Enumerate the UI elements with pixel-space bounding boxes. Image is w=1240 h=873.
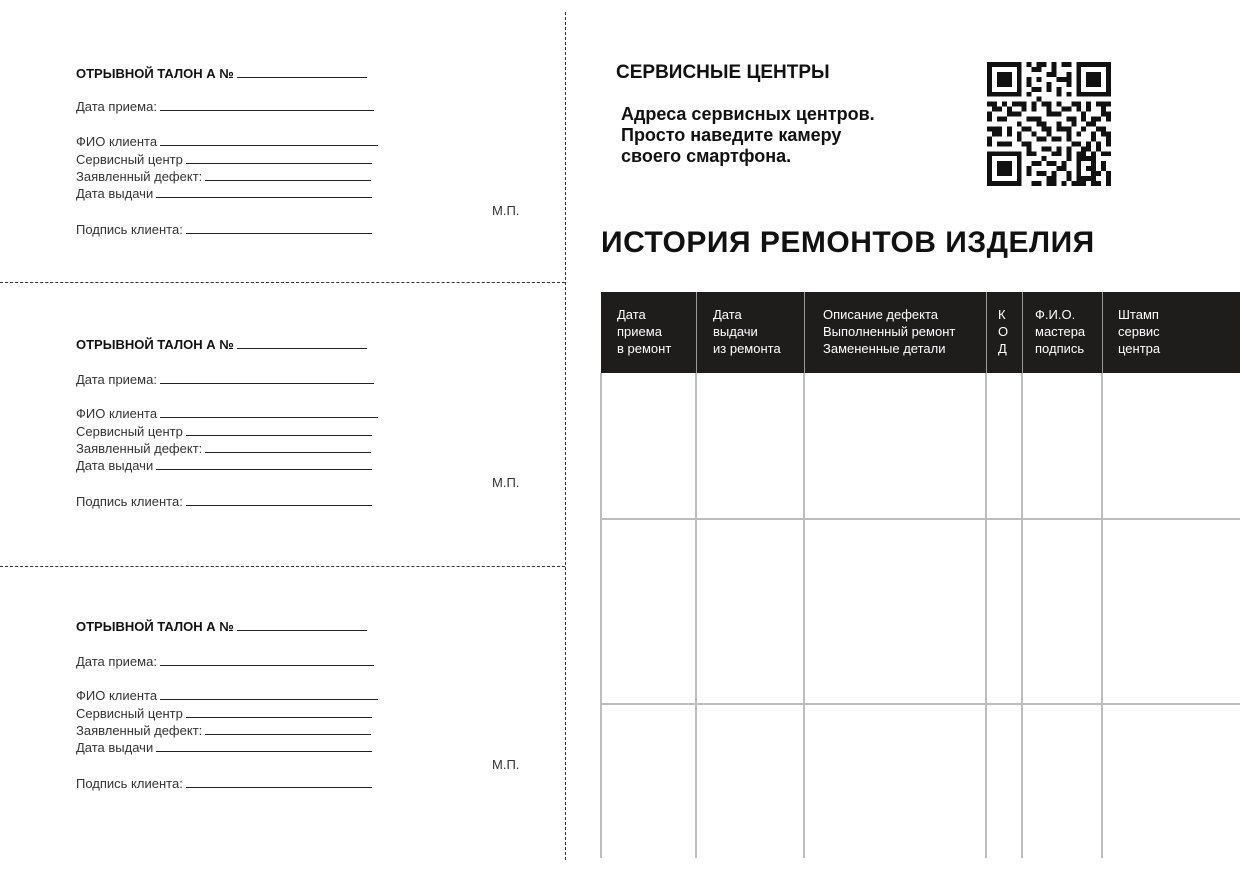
header-divider: [1022, 292, 1023, 373]
service-centers-description: Адреса сервисных центров. Просто наведите камеру своего смартфона.: [621, 104, 875, 166]
fill-line: [156, 457, 372, 470]
stamp-placeholder: М.П.: [492, 757, 520, 772]
stub-number-line: [237, 618, 367, 631]
defect-field: [76, 722, 371, 738]
tear-off-stub: [76, 336, 526, 536]
fill-line: [186, 775, 372, 788]
defect-field: [76, 168, 371, 184]
fill-line: [160, 687, 378, 700]
horizontal-cut-line: [0, 566, 565, 567]
stub-title-text: ОТРЫВНОЙ ТАЛОН А №: [76, 337, 234, 352]
date-issue-label: Дата выдачи: [76, 458, 154, 473]
fill-line: [205, 440, 371, 453]
header-divider: [696, 292, 697, 373]
stamp-placeholder: М.П.: [492, 203, 520, 218]
signature-field: [76, 221, 372, 237]
fill-line: [160, 653, 374, 666]
fill-line: [156, 739, 372, 752]
column-header-master: Ф.И.О. мастера подпись: [1035, 307, 1086, 356]
header-divider: [804, 292, 805, 373]
table-column-line: [803, 373, 805, 858]
signature-label: Подпись клиента:: [76, 776, 183, 791]
defect-label: Заявленный дефект:: [76, 723, 203, 738]
stamp-placeholder: М.П.: [492, 475, 520, 490]
date-accept-label: Дата приема:: [76, 372, 157, 387]
table-row-line: [601, 703, 1240, 705]
tear-off-stub: [76, 65, 526, 265]
date-issue-field: [76, 185, 372, 201]
date-issue-field: [76, 739, 372, 755]
date-issue-label: Дата выдачи: [76, 740, 154, 755]
signature-label: Подпись клиента:: [76, 494, 183, 509]
fill-line: [186, 705, 372, 718]
date-accept-field: [76, 653, 374, 669]
fill-line: [205, 168, 371, 181]
stub-title: [76, 336, 367, 352]
defect-label: Заявленный дефект:: [76, 169, 203, 184]
client-name-field: [76, 405, 378, 421]
fill-line: [160, 98, 374, 111]
signature-field: [76, 775, 372, 791]
service-center-field: [76, 705, 372, 721]
vertical-cut-line: [565, 12, 566, 860]
date-accept-field: [76, 98, 374, 114]
client-name-label: ФИО клиента: [76, 688, 158, 703]
fill-line: [160, 371, 374, 384]
column-header-date-issue: Дата выдачи из ремонта: [713, 307, 781, 356]
table-column-line: [985, 373, 987, 858]
defect-field: [76, 440, 371, 456]
service-center-label: Сервисный центр: [76, 152, 183, 167]
table-column-line: [1021, 373, 1023, 858]
horizontal-cut-line: [0, 282, 565, 283]
fill-line: [186, 423, 372, 436]
service-center-field: [76, 423, 372, 439]
column-header-date-accept: Дата приема в ремонт: [617, 307, 672, 356]
fill-line: [160, 405, 378, 418]
qr-code-icon[interactable]: [987, 62, 1111, 186]
stub-title: [76, 65, 367, 81]
column-header-description: Описание дефекта Выполненный ремонт Замененные детали: [823, 307, 956, 356]
client-name-field: [76, 133, 378, 149]
table-row-line: [601, 518, 1240, 520]
client-name-field: [76, 687, 378, 703]
defect-label: Заявленный дефект:: [76, 441, 203, 456]
stub-title: [76, 618, 367, 634]
repair-history-title: ИСТОРИЯ РЕМОНТОВ ИЗДЕЛИЯ: [601, 226, 1095, 259]
stub-number-line: [237, 336, 367, 349]
date-issue-label: Дата выдачи: [76, 186, 154, 201]
table-column-line: [600, 373, 602, 858]
fill-line: [160, 133, 378, 146]
signature-field: [76, 493, 372, 509]
column-header-code: К О Д: [998, 307, 1009, 356]
service-center-field: [76, 151, 372, 167]
service-center-label: Сервисный центр: [76, 424, 183, 439]
client-name-label: ФИО клиента: [76, 134, 158, 149]
service-centers-title: СЕРВИСНЫЕ ЦЕНТРЫ: [616, 62, 830, 83]
fill-line: [186, 493, 372, 506]
stub-number-line: [237, 65, 367, 78]
fill-line: [186, 221, 372, 234]
table-column-line: [1101, 373, 1103, 858]
header-divider: [1102, 292, 1103, 373]
table-column-line: [695, 373, 697, 858]
client-name-label: ФИО клиента: [76, 406, 158, 421]
stub-title-text: ОТРЫВНОЙ ТАЛОН А №: [76, 66, 234, 81]
stub-title-text: ОТРЫВНОЙ ТАЛОН А №: [76, 619, 234, 634]
date-accept-field: [76, 371, 374, 387]
date-accept-label: Дата приема:: [76, 99, 157, 114]
column-header-stamp: Штамп сервис центра: [1118, 307, 1161, 356]
tear-off-stub: [76, 618, 526, 818]
fill-line: [186, 151, 372, 164]
fill-line: [205, 722, 371, 735]
header-divider: [986, 292, 987, 373]
fill-line: [156, 185, 372, 198]
signature-label: Подпись клиента:: [76, 222, 183, 237]
date-accept-label: Дата приема:: [76, 654, 157, 669]
service-center-label: Сервисный центр: [76, 706, 183, 721]
date-issue-field: [76, 457, 372, 473]
